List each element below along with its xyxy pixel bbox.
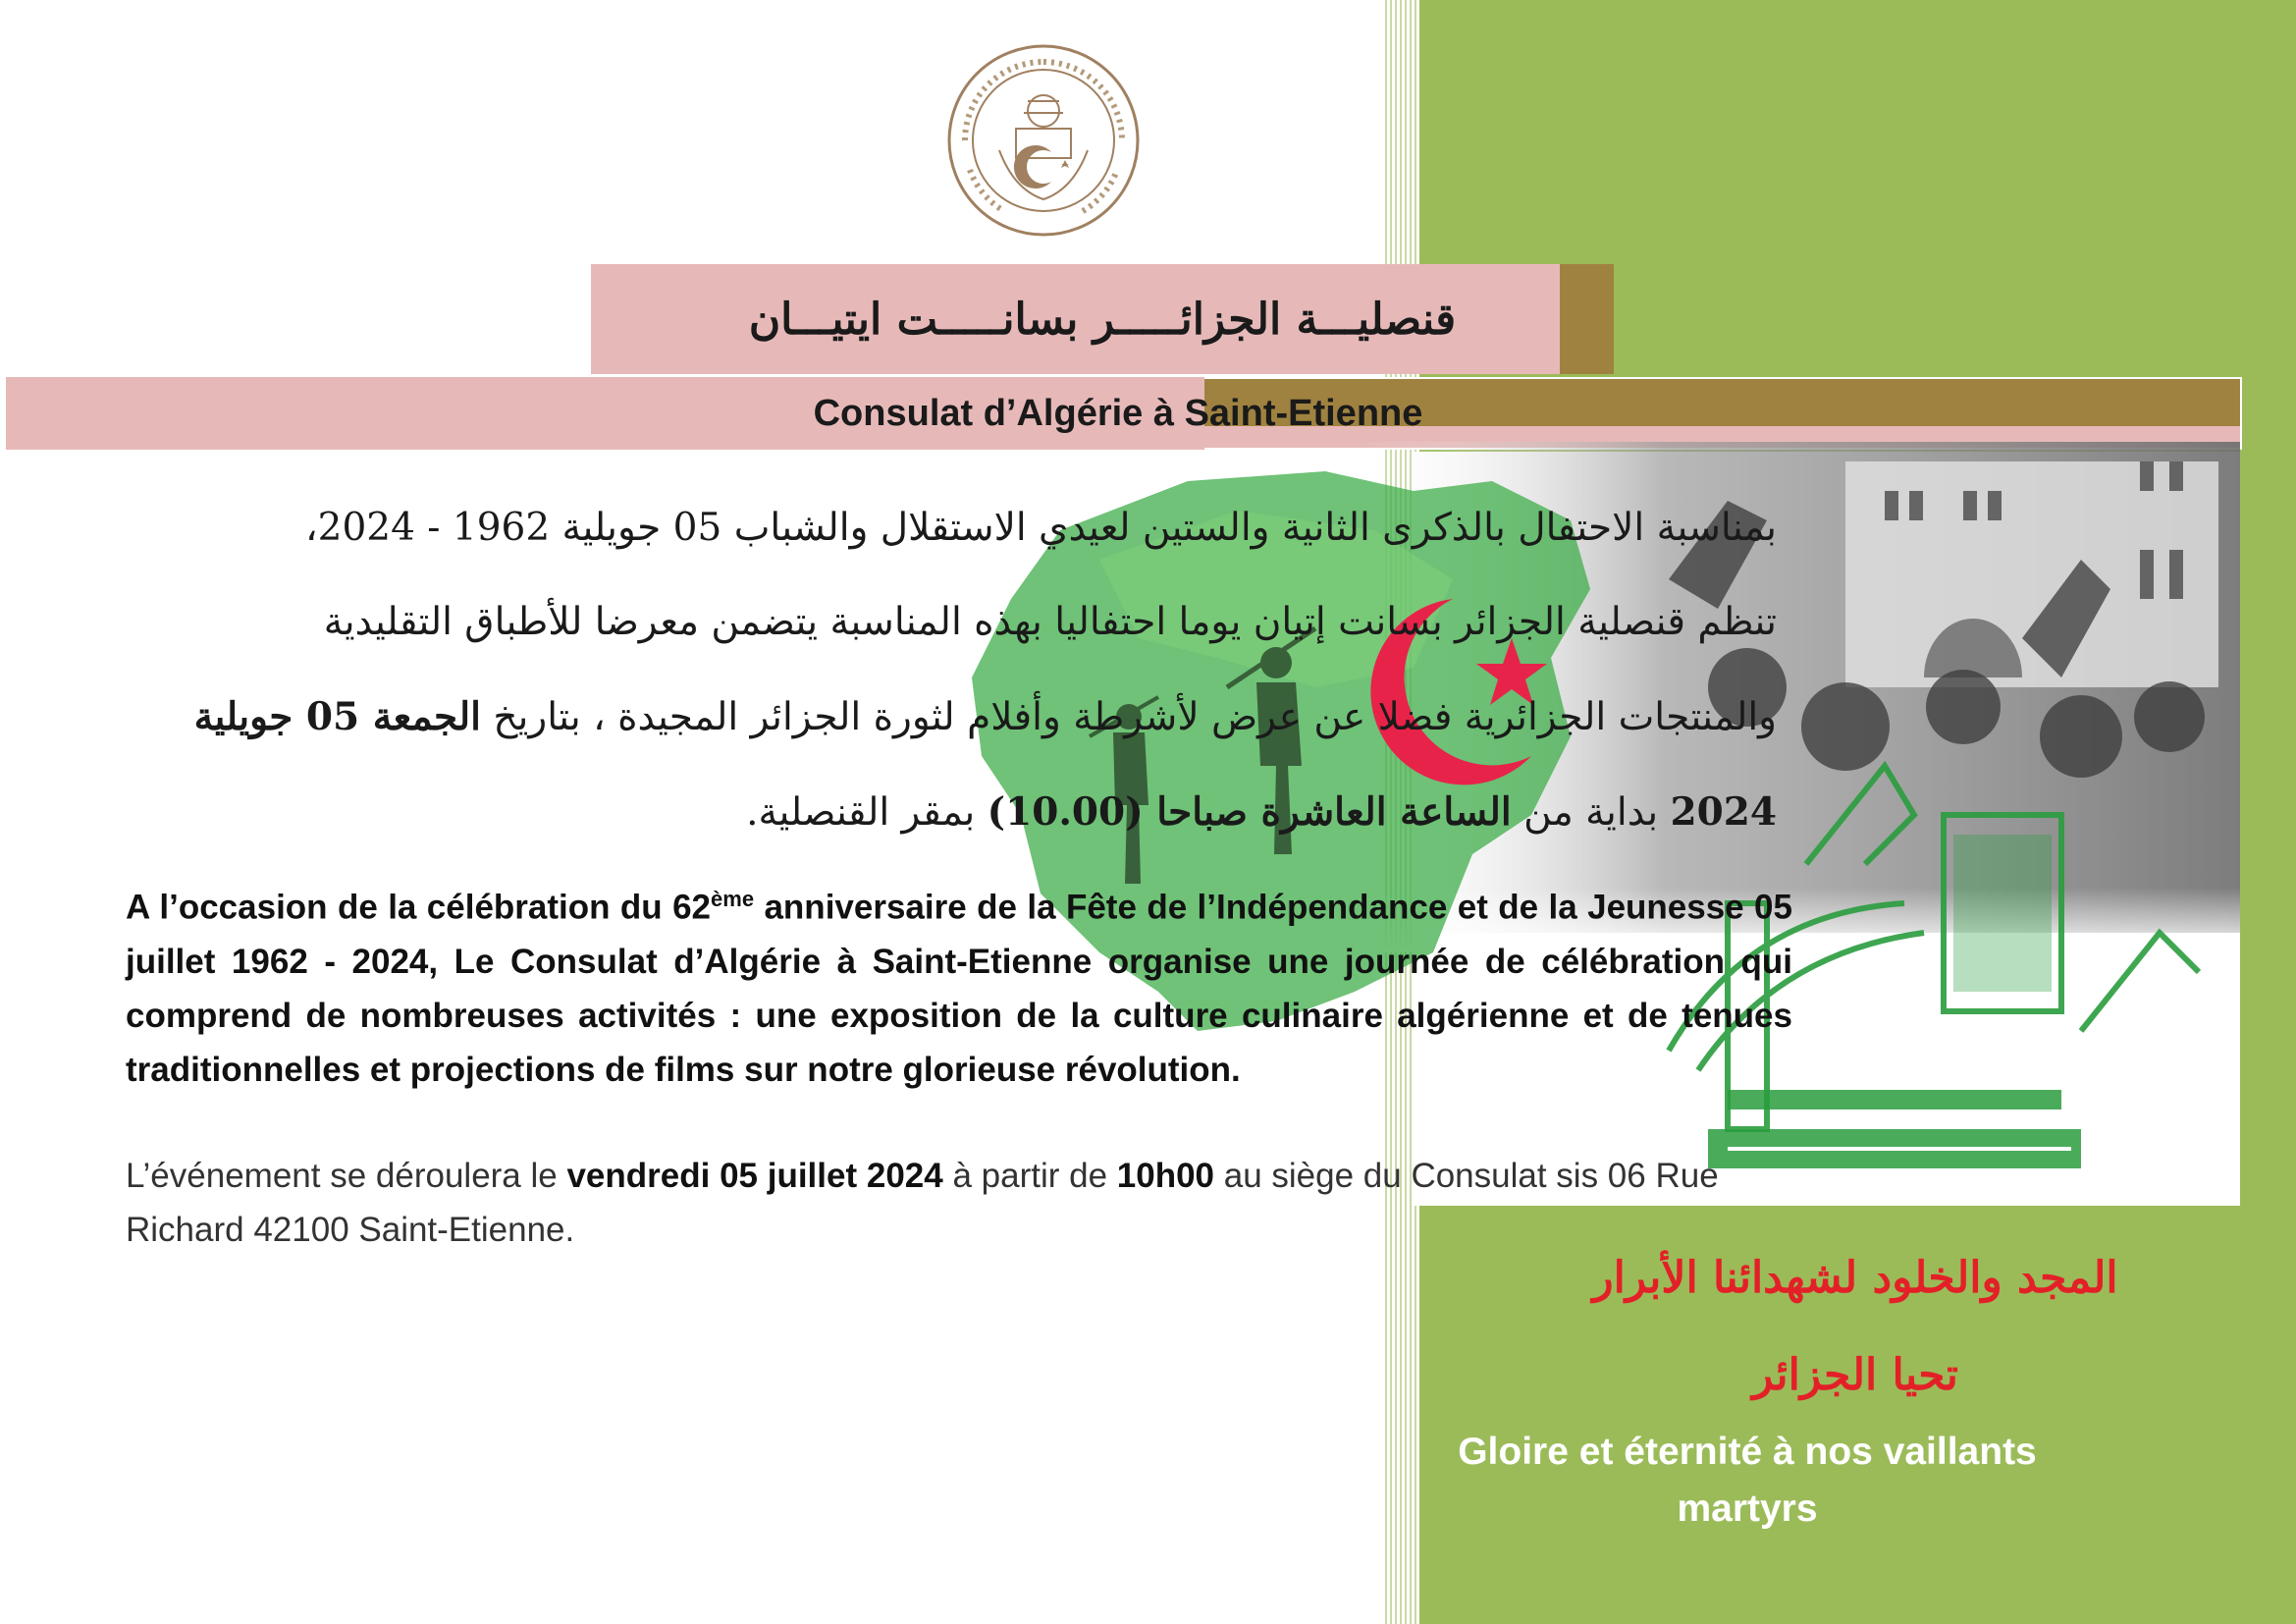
event-time: 10h00 bbox=[1116, 1157, 1215, 1195]
arabic-slogan-glory: المجد والخلود لشهدائنا الأبرار bbox=[1592, 1253, 2118, 1303]
arabic-title-banner bbox=[591, 264, 1614, 374]
french-slogan: Gloire et éternité à nos vaillants martyrs bbox=[1458, 1431, 2037, 1530]
arabic-line-1: بمناسبة الاحتفال بالذكرى الثانية والستين لعيدي الاستقلال والشباب 05 جويلية 1962 - 2024، bbox=[305, 506, 1777, 550]
gold-accent bbox=[1560, 264, 1614, 374]
arabic-line-2: تنظم قنصلية الجزائر بسانت إتيان يوما احتفاليا بهذه المناسبة يتضمن معرضا للأطباق التقليدية bbox=[323, 600, 1777, 644]
arabic-slogan-long-live: تحيا الجزائر bbox=[1752, 1350, 1958, 1400]
arabic-line-4: 2024 بداية من الساعة العاشرة صباحا (10.00) بمقر القنصلية. bbox=[746, 789, 1777, 835]
event-date: vendredi 05 juillet 2024 bbox=[566, 1157, 943, 1195]
algeria-emblem-seal bbox=[945, 42, 1142, 239]
arabic-title: قنصليـــة الجزائـــــر بسانـــــت ايتيـــان bbox=[748, 294, 1457, 345]
event-details: L’événement se déroulera le vendredi 05 juillet 2024 à partir de 10h00 au siège du Consulat sis 06 Rue Richard 42100 Saint-Etienne. bbox=[126, 1157, 1719, 1249]
french-title: Consulat d’Algérie à Saint-Etienne bbox=[813, 393, 1423, 434]
french-announcement: A l’occasion de la célébration du 62ème anniversaire de la Fête de l’Indépendance et de la Jeunesse 05 juillet 1962 - 2024, Le Consulat d’Algérie à Saint-Etienne organise une journée de célébration qui comprend de nombreuses activités : une exposition de la culture culinaire algérienne et de tenues traditionnelles et projections de films sur notre glorieuse révolution. bbox=[126, 887, 1792, 1089]
arabic-announcement bbox=[167, 481, 1777, 860]
arabic-line-3: والمنتجات الجزائرية فضلا عن عرض لأشرطة وأفلام لثورة الجزائر المجيدة ، بتاريخ الجمعة 05 جويلية bbox=[193, 694, 1777, 739]
